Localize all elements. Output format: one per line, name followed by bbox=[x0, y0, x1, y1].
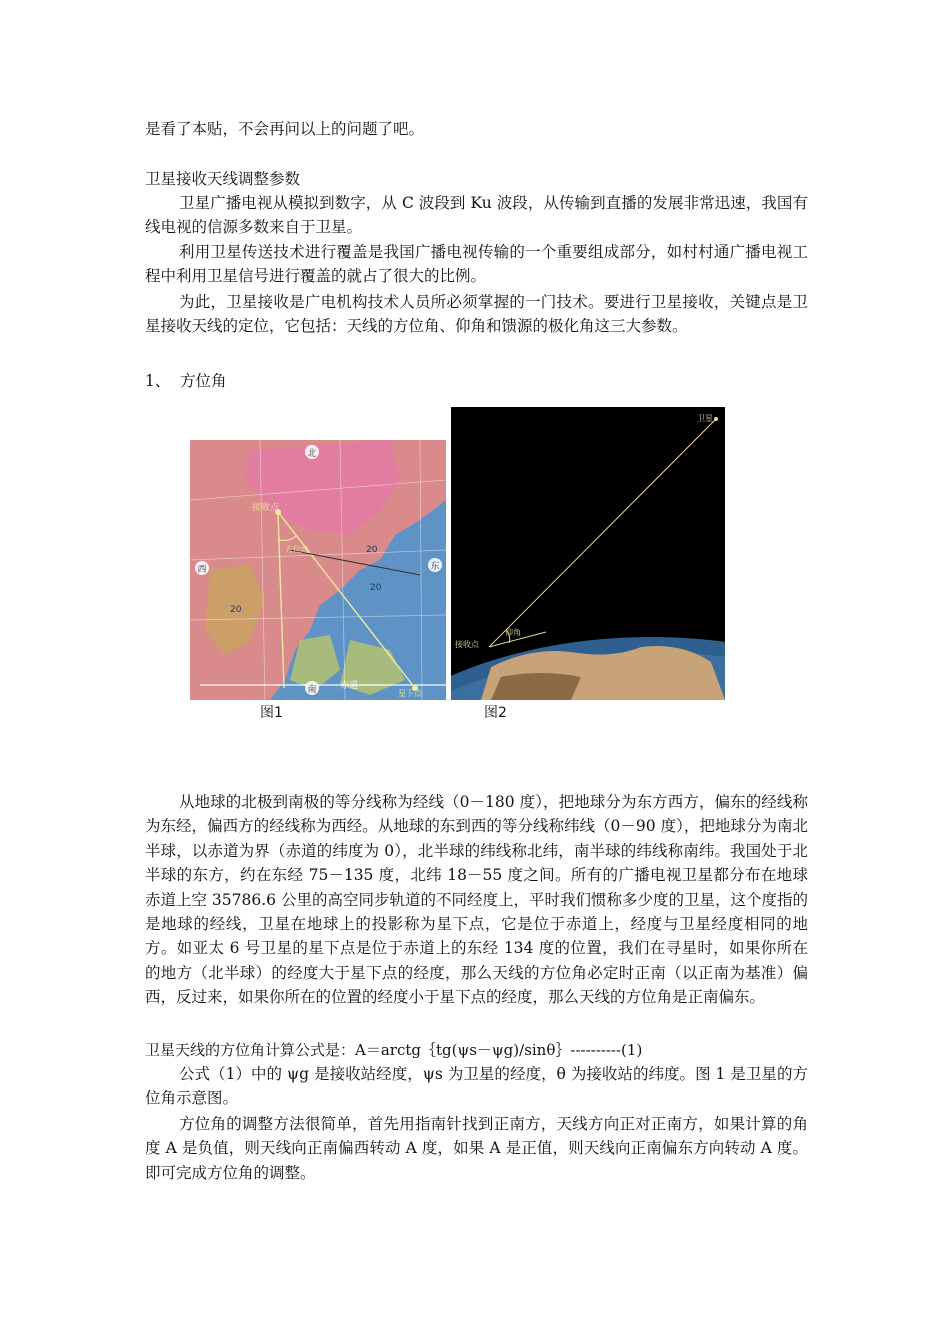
map-north-label: 北 bbox=[307, 449, 317, 459]
map-receive-point-label: 接收点 bbox=[252, 503, 280, 513]
intro-line: 是看了本贴，不会再问以上的问题了吧。 bbox=[145, 120, 425, 138]
formula-line: 卫星天线的方位角计算公式是：A＝arctg｛tg(ψs－ψg)/sinθ｝----------(1) bbox=[145, 1041, 643, 1059]
intro-paragraph-3: 为此，卫星接收是广电机构技术人员所必须掌握的一门技术。要进行卫星接收，关键点是卫星接收天线的定位，它包括：天线的方位角、仰角和馈源的极化角这三大参数。 bbox=[145, 293, 808, 336]
figure-1-map bbox=[190, 440, 446, 700]
map-grid-20b: 20 bbox=[230, 605, 242, 615]
figure-2-caption: 图2 bbox=[484, 705, 507, 721]
map-south-label: 南 bbox=[307, 685, 317, 695]
map-east-label: 东 bbox=[430, 562, 440, 572]
space-elevation-label: 仰角 bbox=[505, 628, 521, 637]
formula-explanation: 公式（1）中的 ψg 是接收站经度，ψs 为卫星的经度，θ 为接收站的纬度。图 1 是卫星的方位角示意图。 bbox=[145, 1065, 808, 1108]
map-grid-20c: 20 bbox=[370, 583, 382, 593]
figure-1-caption: 图1 bbox=[260, 705, 283, 721]
section-title: 卫星接收天线调整参数 bbox=[145, 170, 301, 188]
intro-paragraph-2: 利用卫星传送技术进行覆盖是我国广播电视传输的一个重要组成部分，如村村通广播电视工程中利用卫星信号进行覆盖的就占了很大的比例。 bbox=[145, 243, 808, 286]
space-receive-point-label: 接收点 bbox=[455, 640, 479, 649]
map-grid-20: 20 bbox=[366, 545, 378, 555]
map-azimuth-label: 方位角 bbox=[285, 545, 309, 554]
body-paragraph: 从地球的北极到南极的等分线称为经线（0－180 度），把地球分为东方西方，偏东的经线称为东经，偏西方的经线称为西经。从地球的东到西的等分线称纬线（0－90 度），把地球分为南北半球，以赤道为界（赤道的纬度为 0），北半球的纬线称北纬，南半球的纬线称南纬。我国处于北半球的东方，约在东经 75－135 度，北纬 18－55 度之间。所有的广播电视卫星都分布在地球赤道上空 35786.6 公里的高空同步轨道的不同经度上，平时我们惯称多少度的卫星，这个度指的是地球的经线，卫星在地球上的投影称为星下点，它是位于赤道上，经度与卫星经度相同的地方。如亚太 6 号卫星的星下点是位于赤道上的东经 134 度的位置，我们在寻星时，如果你所在的地方（北半球）的经度大于星下点的经度，那么天线的方位角必定时正南（以正南为基准）偏西，反过来，如果你所在的位置的经度小于星下点的经度，那么天线的方位角是正南偏东。 bbox=[145, 793, 808, 1007]
figure-2-space bbox=[451, 407, 725, 700]
heading-text: 方位角 bbox=[180, 372, 227, 390]
map-subsatellite-label: 星下点 bbox=[398, 689, 422, 698]
adjust-paragraph: 方位角的调整方法很简单，首先用指南针找到正南方，天线方向正对正南方，如果计算的角度 A 是负值，则天线向正南偏西转动 A 度，如果 A 是正值，则天线向正南偏东方向转动 A 度。即可完成方位角的调整。 bbox=[145, 1115, 808, 1182]
intro-paragraph-1: 卫星广播电视从模拟到数字，从 C 波段到 Ku 波段，从传输到直播的发展非常迅速，我国有线电视的信源多数来自于卫星。 bbox=[145, 194, 808, 237]
map-equator-label: 赤道 bbox=[340, 681, 359, 691]
map-west-label: 西 bbox=[197, 565, 207, 575]
heading-number: 1、 bbox=[145, 372, 171, 390]
space-satellite-label: 卫星 bbox=[697, 414, 713, 423]
